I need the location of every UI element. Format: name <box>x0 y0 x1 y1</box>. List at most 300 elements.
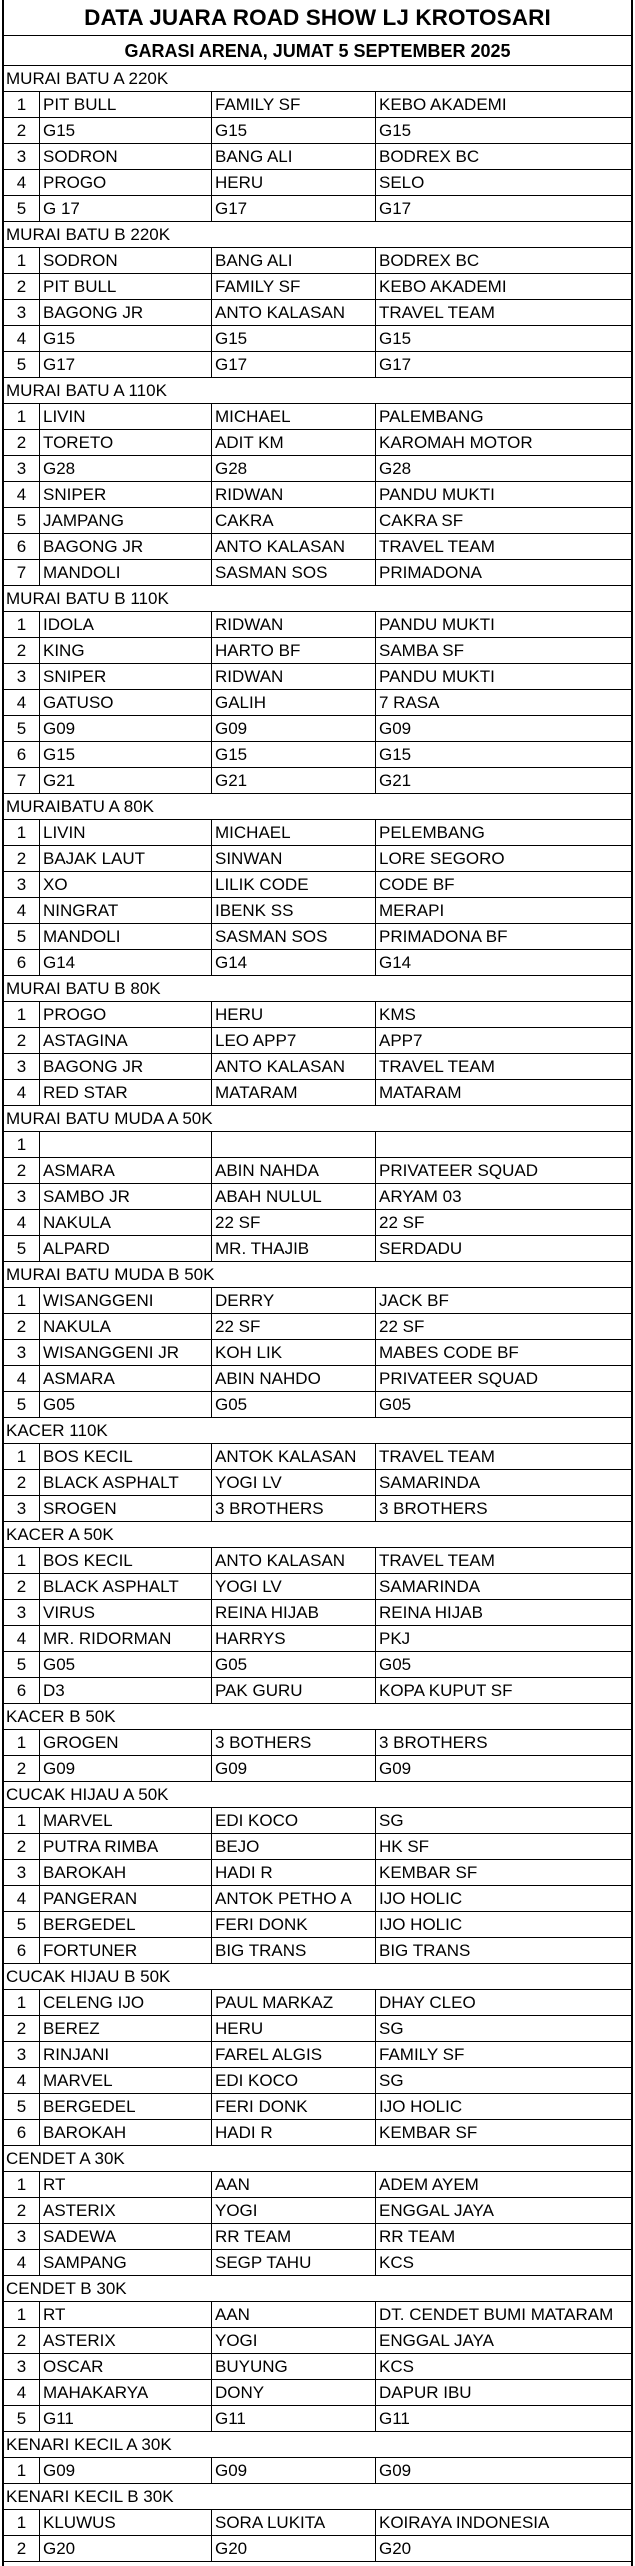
owner-cell: G05 <box>212 1392 376 1417</box>
table-row <box>4 1730 631 1756</box>
table-row <box>4 612 631 638</box>
category-header: MURAI BATU B 80K <box>4 976 631 1002</box>
bird-name-cell: BAROKAH <box>40 1860 212 1885</box>
bird-name-cell: BAJAK LAUT <box>40 846 212 871</box>
owner-cell: G17 <box>212 196 376 221</box>
team-cell: G09 <box>379 2461 412 2480</box>
bird-name-cell: MARVEL <box>40 2068 212 2093</box>
bird-name-cell: RT <box>40 2172 212 2197</box>
team-cell: KOIRAYA INDONESIA <box>379 2513 550 2532</box>
bird-name-cell: G11 <box>40 2406 212 2431</box>
table-row <box>4 118 631 144</box>
results-table <box>4 66 631 2562</box>
bird-name-cell: G15 <box>40 742 212 767</box>
table-row <box>4 1366 631 1392</box>
team-cell: PRIMADONA BF <box>379 927 508 946</box>
team-cell: ARYAM 03 <box>379 1187 462 1206</box>
owner-cell: DONY <box>212 2380 376 2405</box>
table-row <box>4 326 631 352</box>
owner-cell: MICHAEL <box>212 404 376 429</box>
rank-cell: 3 <box>4 2042 40 2067</box>
table-row <box>4 924 631 950</box>
owner-cell: ANTO KALASAN <box>212 1548 376 1573</box>
table-row <box>4 170 631 196</box>
rank-cell: 5 <box>4 2094 40 2119</box>
table-row <box>4 638 631 664</box>
team-cell: G14 <box>379 953 412 972</box>
bird-name-cell: ASMARA <box>40 1366 212 1391</box>
owner-cell: ADIT KM <box>212 430 376 455</box>
bird-name-cell: BEREZ <box>40 2016 212 2041</box>
bird-name-cell: LIVIN <box>40 404 212 429</box>
team-cell: APP7 <box>379 1031 423 1050</box>
bird-name-cell: ASTAGINA <box>40 1028 212 1053</box>
rank-cell: 1 <box>4 2510 40 2535</box>
page-subtitle: GARASI ARENA, JUMAT 5 SEPTEMBER 2025 <box>4 36 631 66</box>
table-row <box>4 274 631 300</box>
team-cell: G15 <box>379 329 412 348</box>
bird-name-cell: MANDOLI <box>40 560 212 585</box>
team-cell: FAMILY SF <box>379 2045 465 2064</box>
rank-cell: 3 <box>4 456 40 481</box>
rank-cell: 2 <box>4 430 40 455</box>
rank-cell: 3 <box>4 300 40 325</box>
owner-cell: YOGI <box>212 2198 376 2223</box>
bird-name-cell: OSCAR <box>40 2354 212 2379</box>
team-cell: KCS <box>379 2253 414 2272</box>
bird-name-cell: PROGO <box>40 1002 212 1027</box>
table-row <box>4 1678 631 1704</box>
owner-cell: SEGP TAHU <box>212 2250 376 2275</box>
owner-cell: MICHAEL <box>212 820 376 845</box>
page-title: DATA JUARA ROAD SHOW LJ KROTOSARI <box>4 0 631 36</box>
table-row <box>4 690 631 716</box>
rank-cell: 2 <box>4 2016 40 2041</box>
bird-name-cell: PANGERAN <box>40 1886 212 1911</box>
category-header: KENARI KECIL A 30K <box>4 2432 631 2458</box>
table-row <box>4 742 631 768</box>
rank-cell: 1 <box>4 404 40 429</box>
rank-cell: 2 <box>4 2328 40 2353</box>
owner-cell: YOGI LV <box>212 1574 376 1599</box>
owner-cell: G21 <box>212 768 376 793</box>
bird-name-cell: NAKULA <box>40 1210 212 1235</box>
owner-cell: AAN <box>212 2172 376 2197</box>
category-header: KACER B 50K <box>4 1704 631 1730</box>
rank-cell: 1 <box>4 92 40 117</box>
team-cell: G17 <box>379 199 412 218</box>
owner-cell: CAKRA <box>212 508 376 533</box>
table-row <box>4 1626 631 1652</box>
owner-cell: 22 SF <box>212 1314 376 1339</box>
table-row <box>4 1288 631 1314</box>
bird-name-cell: BLACK ASPHALT <box>40 1574 212 1599</box>
rank-cell: 2 <box>4 1574 40 1599</box>
rank-cell: 4 <box>4 2380 40 2405</box>
table-row <box>4 1184 631 1210</box>
bird-name-cell: GATUSO <box>40 690 212 715</box>
table-row <box>4 1132 631 1158</box>
team-cell: TRAVEL TEAM <box>379 537 495 556</box>
rank-cell: 5 <box>4 1652 40 1677</box>
rank-cell: 4 <box>4 1626 40 1651</box>
table-row <box>4 534 631 560</box>
owner-cell: SASMAN SOS <box>212 924 376 949</box>
team-cell: PANDU MUKTI <box>379 485 495 504</box>
bird-name-cell: MR. RIDORMAN <box>40 1626 212 1651</box>
rank-cell: 1 <box>4 2172 40 2197</box>
owner-cell: HADI R <box>212 2120 376 2145</box>
table-row <box>4 1938 631 1964</box>
category-header: MURAIBATU A 80K <box>4 794 631 820</box>
table-row <box>4 300 631 326</box>
bird-name-cell: RINJANI <box>40 2042 212 2067</box>
rank-cell: 5 <box>4 196 40 221</box>
rank-cell: 4 <box>4 898 40 923</box>
rank-cell: 1 <box>4 2302 40 2327</box>
team-cell: G20 <box>379 2539 412 2558</box>
rank-cell: 2 <box>4 1028 40 1053</box>
table-row <box>4 2536 631 2562</box>
bird-name-cell: BLACK ASPHALT <box>40 1470 212 1495</box>
bird-name-cell: VIRUS <box>40 1600 212 1625</box>
table-row <box>4 846 631 872</box>
table-row <box>4 2380 631 2406</box>
table-row <box>4 2198 631 2224</box>
team-cell: SG <box>379 2071 404 2090</box>
rank-cell: 4 <box>4 1210 40 1235</box>
table-row <box>4 1808 631 1834</box>
owner-cell: HERU <box>212 2016 376 2041</box>
rank-cell: 2 <box>4 2198 40 2223</box>
rank-cell: 1 <box>4 820 40 845</box>
bird-name-cell: ASMARA <box>40 1158 212 1183</box>
bird-name-cell: SADEWA <box>40 2224 212 2249</box>
team-cell: KEBO AKADEMI <box>379 277 507 296</box>
rank-cell: 5 <box>4 2406 40 2431</box>
owner-cell: FAREL ALGIS <box>212 2042 376 2067</box>
team-cell: JACK BF <box>379 1291 449 1310</box>
owner-cell: G17 <box>212 352 376 377</box>
owner-cell: 3 BOTHERS <box>212 1730 376 1755</box>
table-row <box>4 1470 631 1496</box>
category-header: MURAI BATU MUDA A 50K <box>4 1106 631 1132</box>
rank-cell: 6 <box>4 1938 40 1963</box>
bird-name-cell: WISANGGENI <box>40 1288 212 1313</box>
bird-name-cell: KLUWUS <box>40 2510 212 2535</box>
table-row <box>4 872 631 898</box>
team-cell: G05 <box>379 1395 412 1414</box>
bird-name-cell: G15 <box>40 118 212 143</box>
owner-cell: MR. THAJIB <box>212 1236 376 1261</box>
team-cell: IJO HOLIC <box>379 2097 463 2116</box>
table-row <box>4 1652 631 1678</box>
bird-name-cell: RED STAR <box>40 1080 212 1105</box>
table-row <box>4 1600 631 1626</box>
rank-cell: 1 <box>4 1808 40 1833</box>
table-row <box>4 430 631 456</box>
bird-name-cell: BERGEDEL <box>40 2094 212 2119</box>
owner-cell: G11 <box>212 2406 376 2431</box>
table-row <box>4 1210 631 1236</box>
team-cell: 3 BROTHERS <box>379 1733 488 1752</box>
rank-cell: 4 <box>4 1886 40 1911</box>
team-cell: MATARAM <box>379 1083 462 1102</box>
owner-cell: RIDWAN <box>212 482 376 507</box>
owner-cell: ANTOK KALASAN <box>212 1444 376 1469</box>
owner-cell: HARTO BF <box>212 638 376 663</box>
rank-cell: 5 <box>4 508 40 533</box>
rank-cell: 4 <box>4 690 40 715</box>
rank-cell: 5 <box>4 1236 40 1261</box>
team-cell: SERDADU <box>379 1239 463 1258</box>
owner-cell: G15 <box>212 118 376 143</box>
team-cell: ENGGAL JAYA <box>379 2331 494 2350</box>
team-cell: TRAVEL TEAM <box>379 1447 495 1466</box>
bird-name-cell: SROGEN <box>40 1496 212 1521</box>
rank-cell: 1 <box>4 1002 40 1027</box>
team-cell: 3 BROTHERS <box>379 1499 488 1518</box>
bird-name-cell: ASTERIX <box>40 2328 212 2353</box>
category-header: CENDET A 30K <box>4 2146 631 2172</box>
bird-name-cell: KING <box>40 638 212 663</box>
owner-cell: ANTO KALASAN <box>212 1054 376 1079</box>
table-row <box>4 1340 631 1366</box>
category-header: MURAI BATU B 220K <box>4 222 631 248</box>
bird-name-cell: FORTUNER <box>40 1938 212 1963</box>
table-row <box>4 2016 631 2042</box>
bird-name-cell: LIVIN <box>40 820 212 845</box>
table-row <box>4 2042 631 2068</box>
rank-cell: 3 <box>4 1184 40 1209</box>
team-cell: PRIMADONA <box>379 563 482 582</box>
bird-name-cell: BERGEDEL <box>40 1912 212 1937</box>
team-cell: KMS <box>379 1005 416 1024</box>
team-cell <box>376 1132 631 1157</box>
table-row <box>4 248 631 274</box>
rank-cell: 5 <box>4 924 40 949</box>
table-row <box>4 2458 631 2484</box>
category-header: KENARI KECIL B 30K <box>4 2484 631 2510</box>
table-row <box>4 664 631 690</box>
rank-cell: 2 <box>4 2536 40 2561</box>
team-cell: PRIVATEER SQUAD <box>379 1161 539 1180</box>
team-cell: DAPUR IBU <box>379 2383 472 2402</box>
rank-cell: 1 <box>4 1444 40 1469</box>
owner-cell: BIG TRANS <box>212 1938 376 1963</box>
bird-name-cell: G14 <box>40 950 212 975</box>
team-cell: G15 <box>379 121 412 140</box>
team-cell: SG <box>379 2019 404 2038</box>
bird-name-cell: CELENG IJO <box>40 1990 212 2015</box>
table-row <box>4 1912 631 1938</box>
rank-cell: 3 <box>4 1054 40 1079</box>
team-cell: G15 <box>379 745 412 764</box>
rank-cell: 1 <box>4 1730 40 1755</box>
owner-cell: G09 <box>212 716 376 741</box>
bird-name-cell: NAKULA <box>40 1314 212 1339</box>
rank-cell: 4 <box>4 482 40 507</box>
rank-cell: 2 <box>4 118 40 143</box>
bird-name-cell: RT <box>40 2302 212 2327</box>
rank-cell: 4 <box>4 2250 40 2275</box>
rank-cell: 4 <box>4 170 40 195</box>
rank-cell: 5 <box>4 352 40 377</box>
table-row <box>4 950 631 976</box>
table-row <box>4 2094 631 2120</box>
rank-cell: 3 <box>4 664 40 689</box>
team-cell: DT. CENDET BUMI MATARAM <box>379 2305 614 2324</box>
team-cell: KEMBAR SF <box>379 2123 478 2142</box>
table-row <box>4 1756 631 1782</box>
rank-cell: 6 <box>4 2120 40 2145</box>
bird-name-cell: BOS KECIL <box>40 1548 212 1573</box>
bird-name-cell: G05 <box>40 1652 212 1677</box>
owner-cell: ANTO KALASAN <box>212 300 376 325</box>
team-cell: MABES CODE BF <box>379 1343 519 1362</box>
team-cell: SAMARINDA <box>379 1577 481 1596</box>
table-row <box>4 1392 631 1418</box>
bird-name-cell: G20 <box>40 2536 212 2561</box>
rank-cell: 4 <box>4 1080 40 1105</box>
rank-cell: 1 <box>4 1548 40 1573</box>
owner-cell: G14 <box>212 950 376 975</box>
team-cell: SAMBA SF <box>379 641 465 660</box>
rank-cell: 2 <box>4 1470 40 1495</box>
bird-name-cell: MARVEL <box>40 1808 212 1833</box>
owner-cell: AAN <box>212 2302 376 2327</box>
team-cell: ADEM AYEM <box>379 2175 479 2194</box>
table-row <box>4 2354 631 2380</box>
owner-cell: G15 <box>212 326 376 351</box>
team-cell: PELEMBANG <box>379 823 485 842</box>
rank-cell: 6 <box>4 742 40 767</box>
table-row <box>4 1548 631 1574</box>
rank-cell: 3 <box>4 1860 40 1885</box>
owner-cell: PAUL MARKAZ <box>212 1990 376 2015</box>
bird-name-cell: ALPARD <box>40 1236 212 1261</box>
owner-cell: ABIN NAHDA <box>212 1158 376 1183</box>
owner-cell: REINA HIJAB <box>212 1600 376 1625</box>
rank-cell: 6 <box>4 950 40 975</box>
team-cell: G09 <box>379 1759 412 1778</box>
team-cell: KEMBAR SF <box>379 1863 478 1882</box>
rank-cell: 1 <box>4 1288 40 1313</box>
owner-cell: ABIN NAHDO <box>212 1366 376 1391</box>
table-row <box>4 1990 631 2016</box>
owner-cell: BUYUNG <box>212 2354 376 2379</box>
bird-name-cell: D3 <box>40 1678 212 1703</box>
owner-cell: EDI KOCO <box>212 2068 376 2093</box>
owner-cell: PAK GURU <box>212 1678 376 1703</box>
owner-cell: FERI DONK <box>212 1912 376 1937</box>
team-cell: DHAY CLEO <box>379 1993 476 2012</box>
team-cell: SAMARINDA <box>379 1473 481 1492</box>
bird-name-cell: PROGO <box>40 170 212 195</box>
bird-name-cell: WISANGGENI JR <box>40 1340 212 1365</box>
bird-name-cell: BAGONG JR <box>40 534 212 559</box>
team-cell: G21 <box>379 771 412 790</box>
category-header: KACER A 50K <box>4 1522 631 1548</box>
team-cell: PKJ <box>379 1629 411 1648</box>
rank-cell: 4 <box>4 326 40 351</box>
table-row <box>4 456 631 482</box>
owner-cell: G05 <box>212 1652 376 1677</box>
owner-cell: HERU <box>212 170 376 195</box>
table-row <box>4 1314 631 1340</box>
bird-name-cell: JAMPANG <box>40 508 212 533</box>
table-row <box>4 2224 631 2250</box>
team-cell: 22 SF <box>379 1213 425 1232</box>
rank-cell: 3 <box>4 1496 40 1521</box>
owner-cell: GALIH <box>212 690 376 715</box>
owner-cell: ANTO KALASAN <box>212 534 376 559</box>
table-row <box>4 1158 631 1184</box>
team-cell: TRAVEL TEAM <box>379 1057 495 1076</box>
table-row <box>4 1886 631 1912</box>
table-row <box>4 92 631 118</box>
bird-name-cell <box>40 1132 212 1157</box>
team-cell: G28 <box>379 459 412 478</box>
owner-cell: RIDWAN <box>212 612 376 637</box>
owner-cell: MATARAM <box>212 1080 376 1105</box>
bird-name-cell: XO <box>40 872 212 897</box>
team-cell: TRAVEL TEAM <box>379 303 495 322</box>
table-row <box>4 1054 631 1080</box>
team-cell: IJO HOLIC <box>379 1915 463 1934</box>
owner-cell: DERRY <box>212 1288 376 1313</box>
table-row <box>4 560 631 586</box>
bird-name-cell: PIT BULL <box>40 274 212 299</box>
rank-cell: 2 <box>4 1158 40 1183</box>
table-row <box>4 1860 631 1886</box>
rank-cell: 3 <box>4 2224 40 2249</box>
rank-cell: 7 <box>4 768 40 793</box>
table-row <box>4 1080 631 1106</box>
table-row <box>4 2172 631 2198</box>
table-row <box>4 898 631 924</box>
bird-name-cell: BAGONG JR <box>40 1054 212 1079</box>
team-cell: 22 SF <box>379 1317 425 1336</box>
table-row <box>4 768 631 794</box>
team-cell: SELO <box>379 173 425 192</box>
rank-cell: 1 <box>4 1990 40 2015</box>
bird-name-cell: IDOLA <box>40 612 212 637</box>
rank-cell: 2 <box>4 846 40 871</box>
owner-cell: IBENK SS <box>212 898 376 923</box>
table-row <box>4 1236 631 1262</box>
owner-cell: LILIK CODE <box>212 872 376 897</box>
owner-cell: G20 <box>212 2536 376 2561</box>
rank-cell: 3 <box>4 1600 40 1625</box>
team-cell: 7 RASA <box>379 693 440 712</box>
owner-cell: HADI R <box>212 1860 376 1885</box>
owner-cell: FAMILY SF <box>212 92 376 117</box>
rank-cell: 5 <box>4 1912 40 1937</box>
table-row <box>4 196 631 222</box>
owner-cell: SINWAN <box>212 846 376 871</box>
owner-cell: G09 <box>212 1756 376 1781</box>
table-row <box>4 1496 631 1522</box>
rank-cell: 2 <box>4 1314 40 1339</box>
owner-cell: SORA LUKITA <box>212 2510 376 2535</box>
rank-cell: 5 <box>4 716 40 741</box>
owner-cell <box>212 1132 376 1157</box>
team-cell: LORE SEGORO <box>379 849 505 868</box>
table-row <box>4 144 631 170</box>
owner-cell: YOGI <box>212 2328 376 2353</box>
bird-name-cell: G17 <box>40 352 212 377</box>
